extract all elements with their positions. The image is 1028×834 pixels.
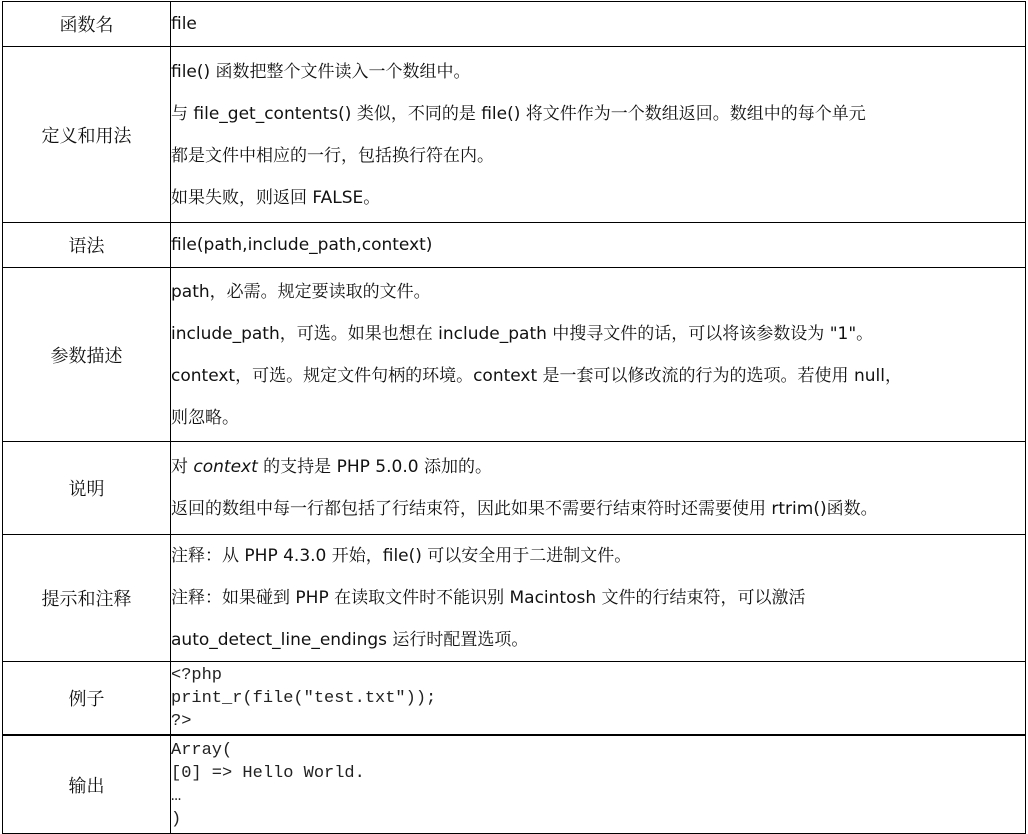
row-content bbox=[171, 223, 1026, 268]
row-content bbox=[171, 735, 1026, 834]
row-parameters bbox=[3, 268, 1026, 442]
function-name-value: file bbox=[171, 14, 197, 34]
syntax-value: file(path,include_path,context) bbox=[171, 235, 433, 255]
row-syntax bbox=[3, 223, 1026, 268]
text-line: 注释：从 PHP 4.3.0 开始，file() 可以安全用于二进制文件。 bbox=[171, 546, 632, 566]
row-label: 语法 bbox=[3, 223, 171, 268]
row-definition bbox=[3, 47, 1026, 223]
row-label: 函数名 bbox=[3, 2, 171, 47]
row-content bbox=[171, 662, 1026, 736]
text-fragment: 对 bbox=[171, 457, 194, 477]
row-output bbox=[3, 735, 1026, 834]
text-line: 则忽略。 bbox=[171, 407, 239, 428]
row-label: 提示和注释 bbox=[3, 535, 171, 662]
text-line: 与 file_get_contents() 类似，不同的是 file() 将文件作为一个数组返回。数组中的每个单元 bbox=[171, 103, 866, 124]
row-function-name bbox=[3, 2, 1026, 47]
text-line: 都是文件中相应的一行，包括换行符在内。 bbox=[171, 145, 494, 166]
row-example bbox=[3, 662, 1026, 736]
row-content bbox=[171, 2, 1026, 47]
row-label: 参数描述 bbox=[3, 268, 171, 442]
output-code: Array( [0] => Hello World. … ) bbox=[171, 740, 365, 829]
row-label: 定义和用法 bbox=[3, 47, 171, 223]
text-line: file() 函数把整个文件读入一个数组中。 bbox=[171, 61, 471, 82]
text-line: 注释：如果碰到 PHP 在读取文件时不能识别 Macintosh 文件的行结束符，可以激活 bbox=[171, 588, 806, 608]
row-label: 例子 bbox=[3, 662, 171, 736]
text-line: auto_detect_line_endings 运行时配置选项。 bbox=[171, 630, 529, 650]
row-tips bbox=[3, 535, 1026, 662]
text-line: include_path，可选。如果也想在 include_path 中搜寻文件的话，可以将该参数设为 "1"。 bbox=[171, 323, 874, 344]
row-notes bbox=[3, 442, 1026, 535]
row-label: 说明 bbox=[3, 442, 171, 535]
text-line bbox=[171, 446, 1025, 488]
text-line: path，必需。规定要读取的文件。 bbox=[171, 281, 431, 302]
function-reference-table bbox=[2, 1, 1026, 834]
row-content bbox=[171, 535, 1026, 662]
emphasized-term: context bbox=[193, 457, 258, 477]
text-line: 如果失败，则返回 FALSE。 bbox=[171, 187, 381, 208]
row-content bbox=[171, 268, 1026, 442]
row-label: 输出 bbox=[3, 735, 171, 834]
text-line: context，可选。规定文件句柄的环境。context 是一套可以修改流的行为的选项。若使用 null， bbox=[171, 365, 902, 386]
row-content bbox=[171, 47, 1026, 223]
text-line: 返回的数组中每一行都包括了行结束符，因此如果不需要行结束符时还需要使用 rtrim()函数。 bbox=[171, 499, 878, 519]
example-code: <?php print_r(file("test.txt")); ?> bbox=[171, 665, 437, 731]
row-content bbox=[171, 442, 1026, 535]
text-fragment: 的支持是 PHP 5.0.0 添加的。 bbox=[257, 457, 492, 477]
